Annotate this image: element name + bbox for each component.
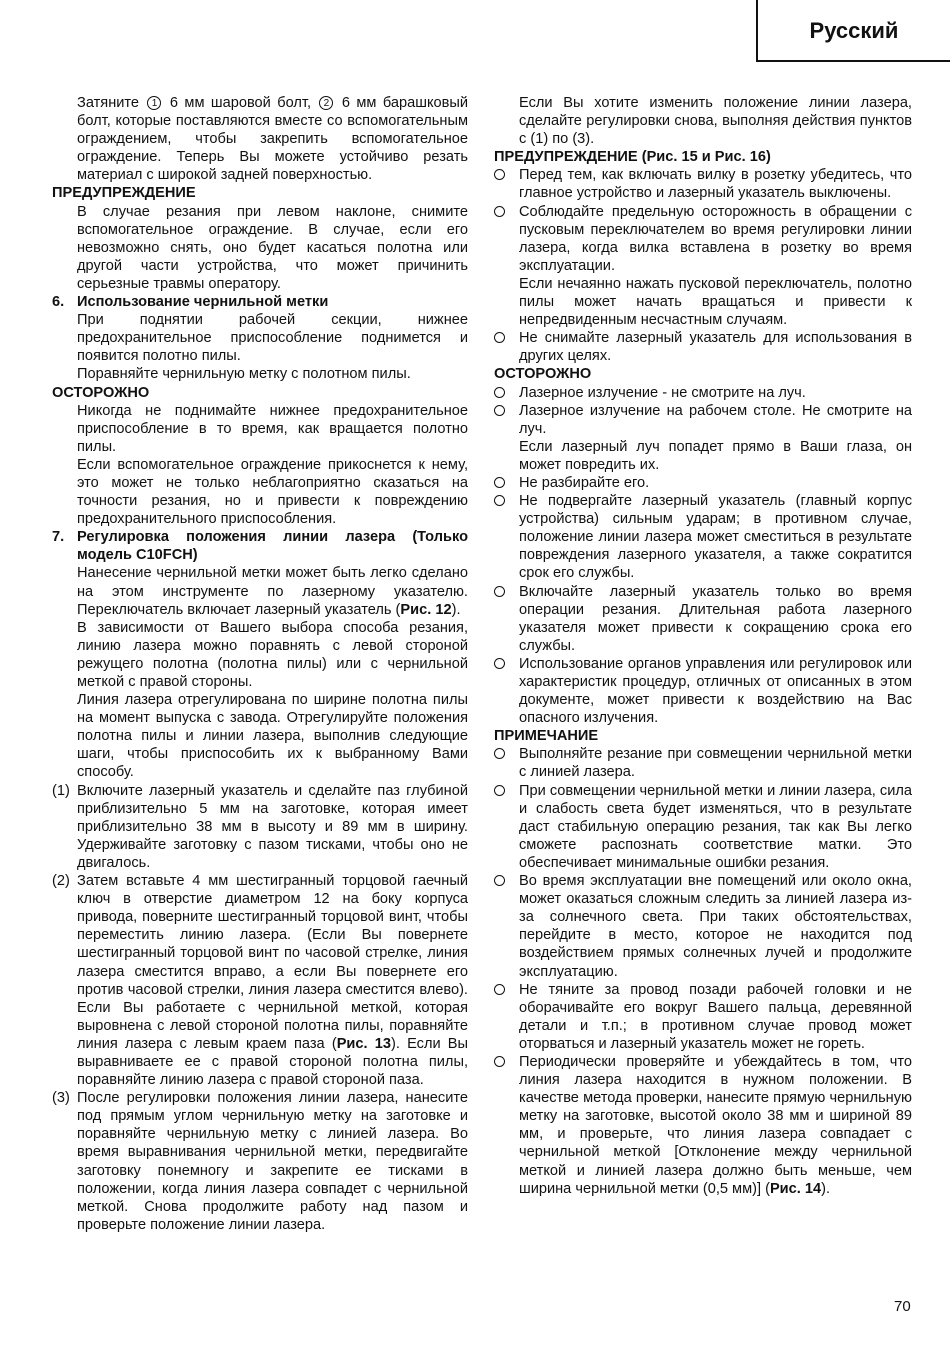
bullet-item: Включайте лазерный указатель только во время операции резания. Длительная работа лазерного указателя может привести к сокращению срока его службы. [494,583,912,655]
circled-number-1: 1 [147,96,161,110]
bullet-item: Не подвергайте лазерный указатель (главный корпус устройства) сильным ударам; в противном случае, положение линии лазера может сместиться в результате повреждения лазерного указателя, а также сократится срок его службы. [494,492,912,582]
language-label: Русский [809,18,899,43]
bullet-item: Выполняйте резание при совмещении чернильной метки с линией лазера. [494,745,912,781]
circle-bullet-icon [494,1056,505,1067]
bullet-item: При совмещении чернильной метки и линии лазера, сила и слабость света будет изменяться, что в результате даст стабильную операцию резания, так как Вы легко сможете распознать соответствие матки. Это обеспечивает минимальные ошибки резания. [494,782,912,872]
step-2: (2) Затем вставьте 4 мм шестигранный торцовой гаечный ключ в отверстие диаметром 12 на боку корпуса привода, поверните шестигранный торцовой винт, чтобы переместить линию лазера. (Если Вы повернете шестигранный торцовой винт по часовой стрелке, линия лазера сместится вправо, а если Вы повернете его против часовой стрелки, линия лазера сместится влево). Если Вы работаете с чернильной меткой, которая выровнена с левой стороной полотна пилы, поравняйте линия лазера с левым краем паза (Рис. 13). Если Вы выравниваете ее с правой стороной полотна пилы, поравняйте линию лазера с правой стороной паза. [52,873,469,1089]
section-title: Использование чернильной метки [77,294,329,311]
adjustment-intro: Если Вы хотите изменить положение линии лазера, сделайте регулировки снова, выполняя действия пунктов с (1) по (3). [519,95,912,148]
warning-heading: ПРЕДУПРЕЖДЕНИЕ [52,185,196,202]
right-column [494,94,912,1198]
bullet-item: Лазерное излучение на рабочем столе. Не смотрите на луч. [494,402,912,438]
bullet-item: Во время эксплуатации вне помещений или около окна, может оказаться сложным следить за линией лазера из-за солнечного света. При таких обстоятельствах, перейдите в место, которое не находится под воздействием прямых солнечных лучей и продолжите эксплуатацию. [494,872,912,981]
section-number: 7. [52,529,65,546]
caution-paragraph-2: Если вспомогательное ограждение прикоснется к нему, это может не только неблагоприятно сказаться на точности резания, но и привести к повреждению предохранительного приспособления. [77,456,468,528]
section-number: 6. [52,294,65,311]
step-label: (2) [52,873,70,890]
bullet-item: Не тяните за провод позади рабочей головки и не оборачивайте его вокруг Вашего пальца, деревянной детали и т.п.; в противном случае провод может оторваться и лазерный указатель может не гореть. [494,981,912,1053]
bullet-continuation: Если лазерный луч попадет прямо в Ваши глаза, он может повредить их. [519,438,912,473]
bullet-item: Использование органов управления или регулировок или характеристик процедур, отличных от описанных в этом документе, может привести к воздействию на Вас опасного излучения. [494,655,912,727]
circle-bullet-icon [494,405,505,416]
bullet-item: Не снимайте лазерный указатель для использования в других целях. [494,329,912,365]
bullet-item: Лазерное излучение - не смотрите на луч. [494,384,912,402]
bullet-continuation: Если нечаянно нажать пусковой переключатель, полотно пилы может начать вращаться и привести к непредвиденным несчастным случаям. [519,275,912,329]
circle-bullet-icon [494,875,505,886]
section-7-paragraph-1: Нанесение чернильной метки может быть легко сделано на этом инструменте по лазерному указателю. Переключатель включает лазерный указатель (Рис. 12). [77,565,468,618]
caution-paragraph-1: Никогда не поднимайте нижнее предохранительное приспособление в то время, как вращается полотно пилы. [77,402,468,455]
circle-bullet-icon [494,658,505,669]
step-label: (1) [52,782,70,799]
circle-bullet-icon [494,984,505,995]
section-7-paragraph-2: В зависимости от Вашего выбора способа резания, линию лазера можно поравнять с левой стороной режущего полотна (полотна пилы) или с чернильной меткой с правой стороны. [77,619,468,690]
circle-bullet-icon [494,332,505,343]
caution-heading: ОСТОРОЖНО [52,384,150,401]
step-1: (1) Включите лазерный указатель и сделайте паз глубиной приблизительно 5 мм на заготовке, которая имеет приблизительно 38 мм в высоту и 89 мм в ширину. Удерживайте заготовку с пазом тисками, чтобы оно не двигалось. [52,782,468,871]
section-7-heading [52,528,468,564]
note-heading: ПРИМЕЧАНИЕ [494,728,599,745]
circle-bullet-icon [494,586,505,597]
circled-number-2: 2 [319,96,333,110]
section-6-paragraph-2: Поравняйте чернильную метку с полотном пилы. [77,366,411,383]
circle-bullet-icon [494,206,505,217]
section-7-paragraph-3: Линия лазера отрегулирована по ширине полотна пилы на момент выпуска с завода. Отрегулируйте положения полотна пилы и линии лазера, выполнив следующие шаги, чтобы приспособить их к выбранному Вами способу. [77,692,468,781]
figure-reference: Рис. 13 [336,1035,391,1052]
section-6-heading [52,293,468,311]
step-label: (3) [52,1090,70,1107]
bullet-item: Не разбирайте его. [494,474,912,492]
page-number: 70 [894,1298,911,1315]
circle-bullet-icon [494,785,505,796]
section-6-paragraph-1: При поднятии рабочей секции, нижнее предохранительное приспособление поднимется и появится полотно пилы. [77,312,468,365]
circle-bullet-icon [494,169,505,180]
caution-heading: ОСТОРОЖНО [494,366,592,383]
figure-reference: Рис. 12 [400,601,452,618]
circle-bullet-icon [494,748,505,759]
language-tab [756,0,950,62]
left-column [52,94,468,1234]
step-3: (3) После регулировки положения линии лазера, нанесите под прямым углом чернильную метку на заготовке и поравняйте чернильную метку с линией лазера. Во время выравнивания чернильной метки, передвигайте заготовку понемногу и закрепите ее тисками в положении, когда линия лазера совпадет с чернильной меткой. Снова продолжите работу над пазом и проверьте положение линии лазера. [52,1090,468,1233]
intro-paragraph: Затяните 1 6 мм шаровой болт, 2 6 мм барашковый болт, которые поставляются вместе со вспомогательным ограждением, чтобы закрепить вспомогательное ограждение. Теперь Вы можете устойчиво резать материал с широкой задней поверхностью. [77,95,469,184]
circle-bullet-icon [494,477,505,488]
bullet-item: Перед тем, как включать вилку в розетку убедитесь, что главное устройство и лазерный указатель выключены. [494,166,912,202]
circle-bullet-icon [494,495,505,506]
warning-paragraph: В случае резания при левом наклоне, снимите вспомогательное ограждение. В случае, если его невозможно снять, оно будет касаться полотна или другой части устройства, что может причинить серьезные травмы оператору. [77,203,468,292]
circle-bullet-icon [494,387,505,398]
section-title: Регулировка положения линии лазера (Только модель C10FCH) [77,529,468,564]
bullet-item: Соблюдайте предельную осторожность в обращении с пусковым переключателем во время регулировки линии лазера, когда вилка вставлена в розетку во время эксплуатации. [494,203,912,275]
warning-heading: ПРЕДУПРЕЖДЕНИЕ (Рис. 15 и Рис. 16) [494,149,771,166]
bullet-item: Периодически проверяйте и убеждайтесь в том, что линия лазера находится в нужном положении. В качестве метода проверки, нанесите прямую чернильную метку на заготовке, высотой около 38 мм и шириной 89 мм, и проверьте, что линия лазера совпадает с чернильной меткой [Отклонение между чернильной меткой и линией лазера должно быть меньше, чем ширина чернильной метки (0,5 мм)] (Рис. 14). [494,1053,912,1198]
figure-reference: Рис. 14 [769,1180,822,1197]
